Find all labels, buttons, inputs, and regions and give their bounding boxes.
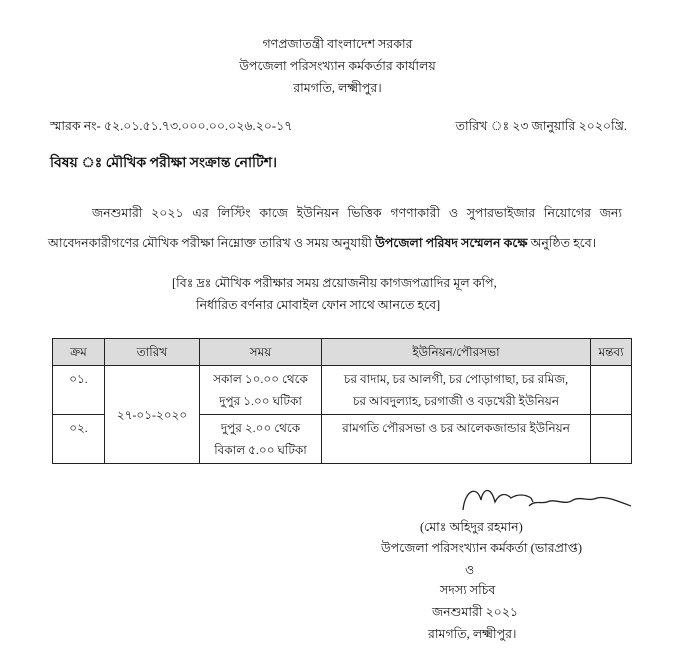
body-text-end: অনুষ্ঠিত হবে। — [527, 236, 597, 250]
union-line-2: চর আবদুল্যাহ, চরগাজী ও বড়খেরী ইউনিয়ন — [352, 394, 560, 408]
remarks — [591, 415, 632, 464]
schedule-table — [52, 338, 632, 464]
header-union: ইউনিয়ন/পৌরসভা — [322, 339, 591, 366]
time-end: দুপুর ১.০০ ঘটিকা — [219, 394, 302, 408]
time — [200, 366, 322, 415]
serial: ০২. — [53, 415, 105, 464]
time — [200, 415, 322, 464]
subject: বিষয় ঃ মৌখিক পরীক্ষা সংক্রান্ত নোটিশ। — [50, 156, 277, 171]
memo-date: তারিখ ঃ ২৩ জানুয়ারি ২০২০খ্রি. — [455, 119, 627, 133]
signatory-role: সদস্য সচিব — [440, 583, 496, 597]
note-line-1: [বিঃ দ্রঃ মৌখিক পরীক্ষার সময় প্রয়োজনীয় কাগজপত্রাদির মূল কপি, — [172, 276, 497, 290]
time-end: বিকাল ৫.০০ ঘটিকা — [214, 443, 307, 457]
header-serial: ক্রম — [53, 339, 105, 366]
handwritten-signature — [455, 480, 635, 520]
remarks — [591, 366, 632, 415]
signatory-name: (মোঃ অহিদুর রহমান) — [420, 520, 523, 534]
union-line-1: রামগতি পৌরসভা ও চর আলেকজান্ডার ইউনিয়ন — [342, 421, 570, 435]
venue: উপজেলা পরিষদ সম্মেলন কক্ষে — [375, 236, 528, 250]
table-row — [53, 366, 632, 415]
body-line-1: জনশুমারী ২০২১ এর লিস্টিং কাজে ইউনিয়ন ভিত্তিক গণণাকারী ও সুপারভাইজার নিয়োগের জন্য — [92, 206, 622, 220]
header-time: সময় — [200, 339, 322, 366]
table-header-row — [53, 339, 632, 366]
time-start: সকাল ১০.০০ থেকে — [213, 372, 308, 386]
union-line-1: চর বাদাম, চর আলগী, চর পোড়াগাছা, চর রমিজ, — [343, 372, 569, 386]
signatory-census: জনশুমারী ২০২১ — [432, 605, 519, 619]
serial: ০১. — [53, 366, 105, 415]
header-government: গণপ্রজাতন্ত্রী বাংলাদেশ সরকার — [262, 37, 413, 51]
signatory-title: উপজেলা পরিসংখ্যান কর্মকর্তা (ভারপ্রাপ্ত) — [381, 541, 583, 555]
header-remarks: মন্তব্য — [591, 339, 632, 366]
header-location: রামগতি, লক্ষ্মীপুর। — [293, 81, 382, 95]
union — [322, 366, 591, 415]
union — [322, 415, 591, 464]
body-line-2 — [48, 235, 596, 255]
body-text: আবেদনকারীগণের মৌখিক পরীক্ষা নিম্নোক্ত তারিখ ও সময় অনুযায়ী — [48, 236, 376, 250]
exam-date: ২৭-০১-২০২০ — [105, 366, 200, 464]
signatory-place: রামগতি, লক্ষ্মীপুর। — [428, 627, 517, 641]
note-line-2: নির্ধারিত বর্ণনার মোবাইল ফোন সাথে আনতে হবে] — [196, 298, 441, 312]
time-start: দুপুর ২.০০ থেকে — [220, 421, 301, 435]
header-date: তারিখ — [105, 339, 200, 366]
header-office: উপজেলা পরিসংখ্যান কর্মকর্তার কার্যালয় — [239, 59, 436, 73]
signatory-and: ও — [465, 563, 475, 577]
memo-number: স্মারক নং- ৫২.০১.৫১.৭৩.০০০.০০.০২৬.২০-১৭ — [50, 119, 293, 133]
